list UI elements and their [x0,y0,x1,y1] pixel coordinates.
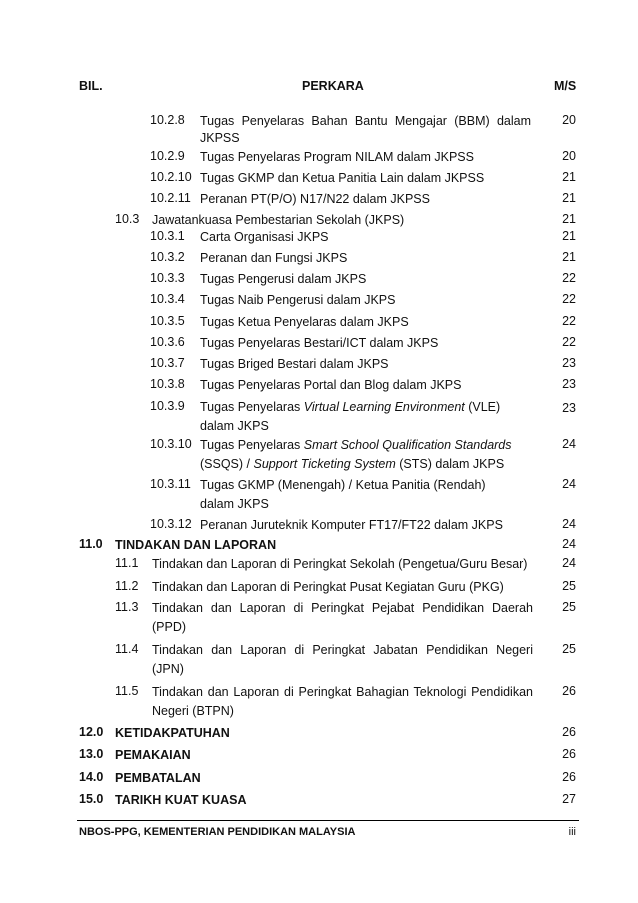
header-ms: M/S [554,79,577,93]
entry-title: Carta Organisasi JKPS [200,230,329,244]
entry-title: Tugas Penyelaras Bestari/ICT dalam JKPS [200,336,439,350]
entry-page: 21 [562,250,576,264]
entry-number: 10.3.12 [150,517,192,531]
section-title: TARIKH KUAT KUASA [115,793,247,807]
entry-page: 25 [562,600,576,614]
entry-number: 11.1 [115,556,139,570]
section-page: 26 [562,725,576,739]
entry-number: 11.3 [115,600,139,614]
entry-page: 25 [562,579,576,593]
entry-title: Tindakan dan Laporan di Peringkat Pusat Kegiatan Guru (PKG) [152,580,504,594]
entry-number: 10.3.11 [150,477,191,491]
section-page: 26 [562,770,576,784]
footer-left: NBOS-PPG, KEMENTERIAN PENDIDIKAN MALAYSIA [79,826,356,838]
entry-number: 10.3.9 [150,399,185,413]
entry-number: 11.2 [115,579,139,593]
footer-page-number: iii [568,826,576,838]
entry-title-continued: JKPSS [200,131,240,145]
entry-title: Tugas Ketua Penyelaras dalam JKPS [200,315,409,329]
section-number: 13.0 [79,747,104,761]
entry-number: 11.4 [115,642,139,656]
header-bil: BIL. [79,79,103,93]
entry-title: Tugas Penyelaras Smart School Qualification Standards [200,438,512,452]
entry-number: 10.3.2 [150,250,185,264]
entry-number: 10.3.5 [150,314,185,328]
entry-page: 22 [562,292,576,306]
entry-title: Tindakan dan Laporan di Peringkat Jabatan Pendidikan Negeri [152,643,533,657]
section-title: TINDAKAN DAN LAPORAN [115,538,277,552]
section-number: 12.0 [79,725,104,739]
entry-title: Tugas Penyelaras Bahan Bantu Mengajar (BBM) dalam [200,114,531,128]
entry-number: 10.2.11 [150,191,191,205]
entry-title-continued: (PPD) [152,620,187,634]
section-number: 14.0 [79,770,104,784]
entry-title: Peranan Juruteknik Komputer FT17/FT22 dalam JKPS [200,518,503,532]
entry-title: Peranan PT(P/O) N17/N22 dalam JKPSS [200,192,430,206]
section-title: KETIDAKPATUHAN [115,726,230,740]
section-title: PEMBATALAN [115,771,201,785]
entry-page: 22 [562,314,576,328]
entry-page: 24 [562,556,576,570]
entry-page: 21 [562,170,576,184]
entry-page: 24 [562,437,576,451]
section-page: 27 [562,792,576,806]
entry-number: 10.3.1 [150,229,185,243]
entry-title: Tugas Pengerusi dalam JKPS [200,272,367,286]
entry-page: 24 [562,517,576,531]
entry-number: 10.3 [115,212,140,226]
entry-title: Tugas Briged Bestari dalam JKPS [200,357,389,371]
entry-number: 10.3.4 [150,292,185,306]
section-page: 26 [562,747,576,761]
entry-title-continued: (JPN) [152,662,184,676]
section-number: 11.0 [79,537,103,551]
entry-title: Tugas Naib Pengerusi dalam JKPS [200,293,396,307]
section-number: 15.0 [79,792,104,806]
entry-page: 21 [562,191,576,205]
entry-title-continued: dalam JKPS [200,497,269,511]
footer-divider [77,820,579,821]
entry-page: 23 [562,377,576,391]
entry-title: Tugas Penyelaras Virtual Learning Environment (VLE) [200,400,501,414]
entry-title: Tugas Penyelaras Portal dan Blog dalam JKPS [200,378,462,392]
entry-title: Jawatankuasa Pembestarian Sekolah (JKPS) [152,213,405,227]
entry-title: Tindakan dan Laporan di Peringkat Bahagian Teknologi Pendidikan [152,685,533,699]
entry-page: 22 [562,271,576,285]
entry-title-continued: (SSQS) / Support Ticketing System (STS) dalam JKPS [200,457,505,471]
header-perkara: PERKARA [302,79,364,93]
entry-title-continued: Negeri (BTPN) [152,704,234,718]
entry-number: 10.2.9 [150,149,185,163]
entry-title: Tugas Penyelaras Program NILAM dalam JKPSS [200,150,474,164]
entry-title-continued: dalam JKPS [200,419,269,433]
entry-title: Peranan dan Fungsi JKPS [200,251,348,265]
entry-number: 10.3.7 [150,356,185,370]
entry-number: 10.3.3 [150,271,185,285]
entry-page: 23 [562,356,576,370]
entry-page: 20 [562,149,576,163]
entry-number: 10.3.6 [150,335,185,349]
entry-page: 21 [562,229,576,243]
entry-title: Tugas GKMP (Menengah) / Ketua Panitia (Rendah) [200,478,486,492]
entry-page: 24 [562,477,576,491]
section-title: PEMAKAIAN [115,748,191,762]
entry-page: 20 [562,113,576,127]
entry-number: 11.5 [115,684,139,698]
entry-number: 10.2.8 [150,113,185,127]
entry-title: Tugas GKMP dan Ketua Panitia Lain dalam JKPSS [200,171,485,185]
entry-title: Tindakan dan Laporan di Peringkat Sekolah (Pengetua/Guru Besar) [152,557,528,571]
entry-number: 10.3.10 [150,437,192,451]
entry-page: 26 [562,684,576,698]
section-page: 24 [562,537,576,551]
entry-page: 25 [562,642,576,656]
entry-page: 21 [562,212,576,226]
entry-page: 22 [562,335,576,349]
entry-number: 10.3.8 [150,377,185,391]
entry-page: 23 [562,401,576,415]
entry-title: Tindakan dan Laporan di Peringkat Pejabat Pendidikan Daerah [152,601,533,615]
entry-number: 10.2.10 [150,170,192,184]
